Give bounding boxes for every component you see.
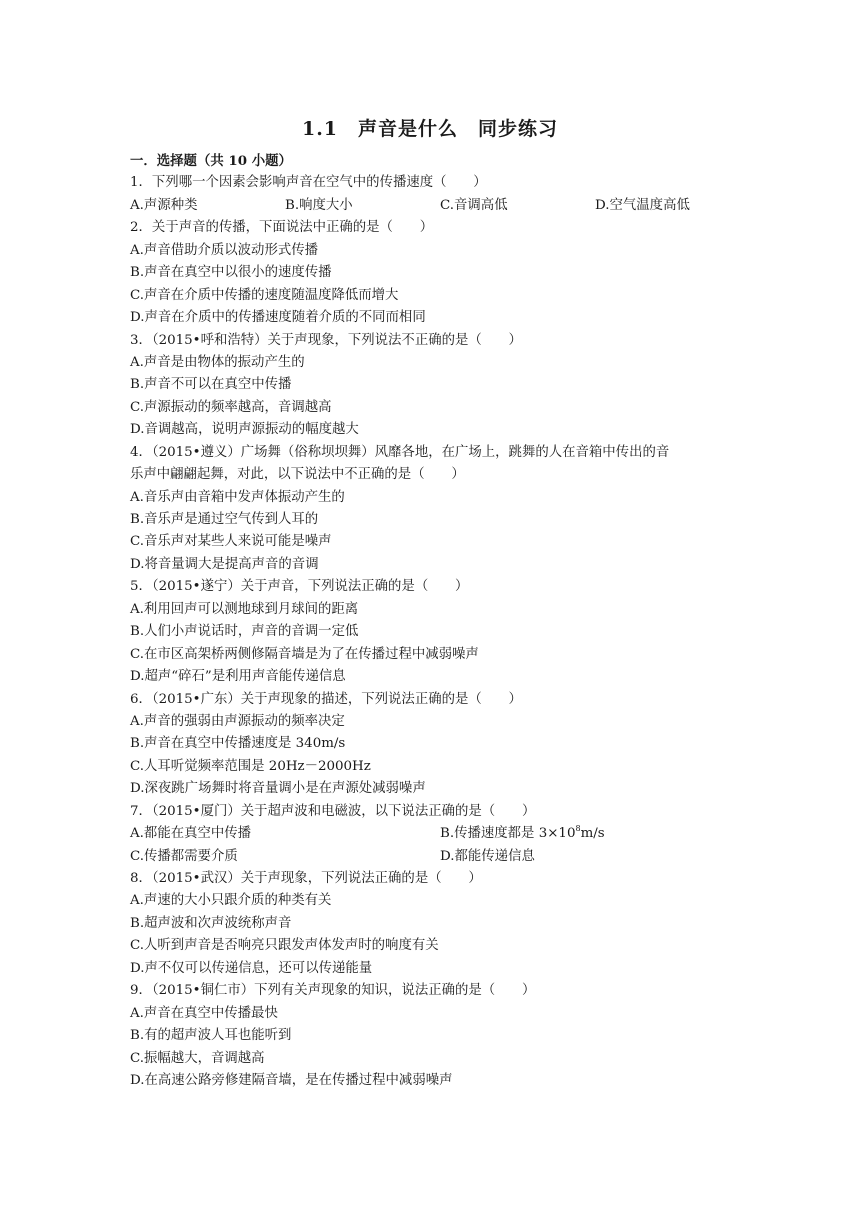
question-8-option-a: A.声速的大小只跟介质的种类有关 <box>130 893 332 909</box>
question-8-option-b: B.超声波和次声波统称声音 <box>130 915 292 931</box>
question-4-stem-line-1: 4．（2015•遵义）广场舞（俗称坝坝舞）风靡各地，在广场上，跳舞的人在音箱中传出的音 <box>130 444 670 460</box>
question-1-option-a: A.声源种类 <box>130 197 198 213</box>
question-9-option-b: B.有的超声波人耳也能听到 <box>130 1028 292 1044</box>
question-5-stem: 5．（2015•遂宁）关于声音，下列说法正确的是（ ） <box>130 579 469 595</box>
question-4-option-c: C.音乐声对某些人来说可能是噪声 <box>130 534 332 550</box>
question-6-stem: 6．（2015•广东）关于声现象的描述，下列说法正确的是（ ） <box>130 691 522 707</box>
question-2-option-a: A.声音借助介质以波动形式传播 <box>130 242 319 258</box>
question-2-option-d: D.声音在介质中的传播速度随着介质的不同而相同 <box>130 310 426 326</box>
question-3-option-a: A.声音是由物体的振动产生的 <box>130 354 305 370</box>
question-1-option-c: C.音调高低 <box>440 197 508 213</box>
section-heading: 一．选择题（共 10 小题） <box>130 153 292 169</box>
question-7-option-c: C.传播都需要介质 <box>130 848 238 864</box>
question-4-stem-line-2: 乐声中翩翩起舞，对此，以下说法中不正确的是（ ） <box>130 467 465 483</box>
question-6-option-d: D.深夜跳广场舞时将音量调小是在声源处减弱噪声 <box>130 781 426 797</box>
question-3-option-c: C.声源振动的频率越高，音调越高 <box>130 399 332 415</box>
question-7-options-row-1 <box>130 823 750 845</box>
question-3-stem: 3．（2015•呼和浩特）关于声现象，下列说法不正确的是（ ） <box>130 332 522 348</box>
question-1-option-d: D.空气温度高低 <box>595 197 690 213</box>
question-6-option-c: C.人耳听觉频率范围是 20Hz－2000Hz <box>130 758 371 774</box>
question-7-option-b <box>440 823 750 845</box>
question-7-option-a: A.都能在真空中传播 <box>130 826 252 842</box>
question-3-option-b: B.声音不可以在真空中传播 <box>130 377 292 393</box>
question-7-option-d: D.都能传递信息 <box>440 848 535 864</box>
question-6-option-b: B.声音在真空中传播速度是 340m/s <box>130 736 346 752</box>
question-7-options-row-2 <box>130 846 750 868</box>
question-9-stem: 9．（2015•铜仁市）下列有关声现象的知识，说法正确的是（ ） <box>130 983 536 999</box>
question-4-option-d: D.将音量调大是提高声音的音调 <box>130 556 319 572</box>
question-8-stem: 8．（2015•武汉）关于声现象，下列说法正确的是（ ） <box>130 871 482 886</box>
question-9-option-a: A.声音在真空中传播最快 <box>130 1005 278 1021</box>
question-2-option-c: C.声音在介质中传播的速度随温度降低而增大 <box>130 287 399 303</box>
question-1-options <box>130 195 750 217</box>
question-5-option-b: B.人们小声说话时，声音的音调一定低 <box>130 624 359 640</box>
question-list <box>130 150 750 1092</box>
page-title: 1.1 声音是什么 同步练习 <box>301 118 559 140</box>
question-5-option-c: C.在市区高架桥两侧修隔音墙是为了在传播过程中减弱噪声 <box>130 646 479 662</box>
question-7-option-b-prefix: B.传播速度都是 3×10 <box>440 826 576 842</box>
question-8-option-d: D.声不仅可以传递信息，还可以传递能量 <box>130 960 373 976</box>
question-7-stem: 7．（2015•厦门）关于超声波和电磁波，以下说法正确的是（ ） <box>130 803 536 819</box>
question-5-option-a: A.利用回声可以测地球到月球间的距离 <box>130 601 359 617</box>
question-5-option-d: D.超声“碎石”是利用声音能传递信息 <box>130 669 346 685</box>
question-7-option-b-suffix: m/s <box>580 826 605 842</box>
question-6-option-a: A.声音的强弱由声源振动的频率决定 <box>130 713 345 729</box>
question-9-option-c: C.振幅越大，音调越高 <box>130 1050 265 1066</box>
question-4-option-b: B.音乐声是通过空气传到人耳的 <box>130 512 319 527</box>
question-2-stem: 2．关于声音的传播，下面说法中正确的是（ ） <box>130 220 434 236</box>
question-7-option-b-exponent: 8 <box>575 824 581 834</box>
question-2-option-b: B.声音在真空中以很小的速度传播 <box>130 265 332 281</box>
question-9-option-d: D.在高速公路旁修建隔音墙，是在传播过程中减弱噪声 <box>130 1072 453 1088</box>
question-1-option-b: B.响度大小 <box>285 197 353 213</box>
question-3-option-d: D.音调越高，说明声源振动的幅度越大 <box>130 422 359 438</box>
question-4-option-a: A.音乐声由音箱中发声体振动产生的 <box>130 489 345 505</box>
question-1-stem: 1．下列哪一个因素会影响声音在空气中的传播速度（ ） <box>130 175 487 191</box>
question-8-option-c: C.人听到声音是否响亮只跟发声体发声时的响度有关 <box>130 938 439 954</box>
